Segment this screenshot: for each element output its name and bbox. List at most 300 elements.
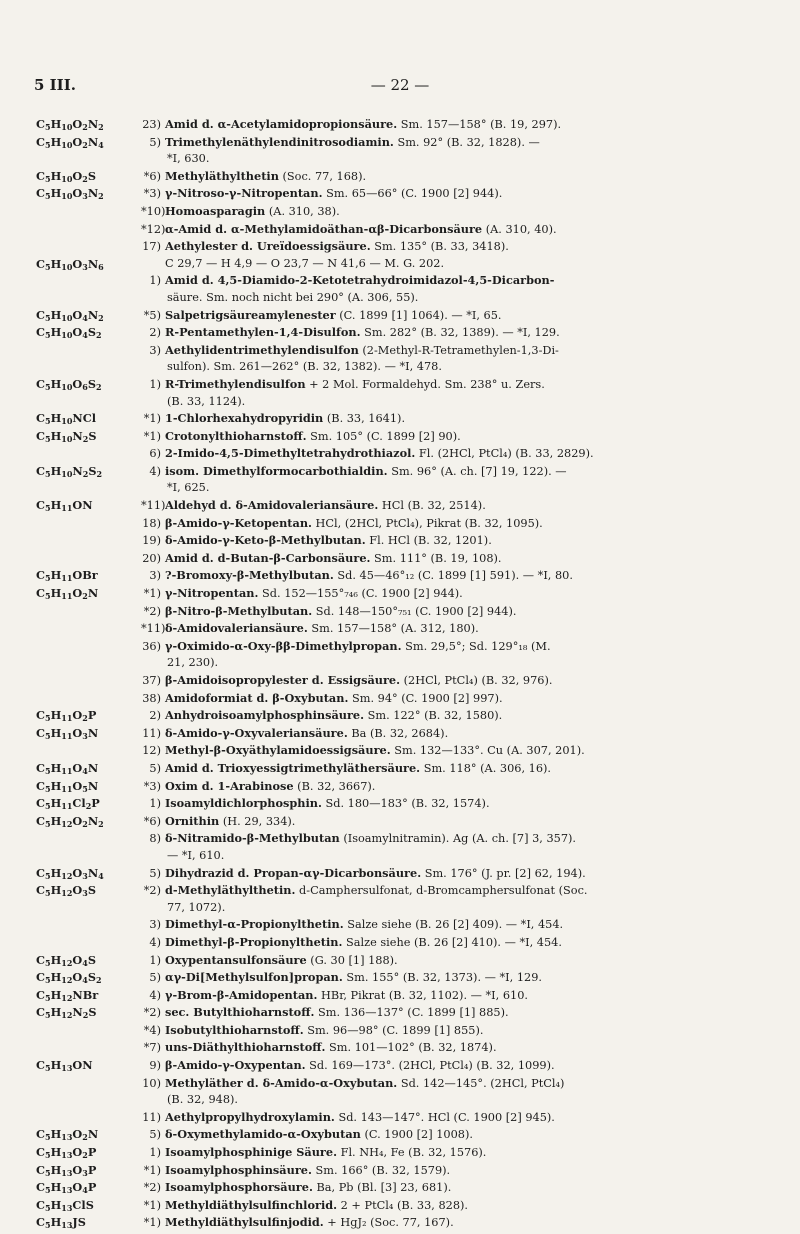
compound-properties: C 29,7 — H 4,9 — O 23,7 — N 41,6 — M. G. 202. bbox=[165, 256, 445, 270]
compound-properties: (G. 30 [1] 188). bbox=[306, 953, 398, 967]
compound-name: αγ-Di[Methylsulfon]propan. bbox=[165, 970, 343, 985]
entry-description bbox=[141, 445, 788, 463]
compound-name: Salpetrigsäureamylenester bbox=[165, 307, 336, 322]
entry-description bbox=[141, 307, 788, 325]
register-entry bbox=[36, 1197, 788, 1215]
entry-number: 8) bbox=[149, 832, 161, 846]
compound-name: ?-Bromoxy-β-Methylbutan. bbox=[165, 568, 334, 583]
molecular-formula: $C_5H_{10}O_2S$ bbox=[36, 168, 96, 184]
compound-name: Amid d. d-Butan-β-Carbonsäure. bbox=[165, 550, 371, 565]
register-entry bbox=[36, 567, 788, 585]
entry-description bbox=[141, 1022, 788, 1040]
entry-number: 6) bbox=[149, 447, 161, 461]
molecular-formula: $C_5H_{12}N_2S$ bbox=[36, 1005, 97, 1021]
compound-properties: 2 + PtCl₄ (B. 33, 828). bbox=[337, 1198, 469, 1212]
register-entry bbox=[36, 1004, 788, 1022]
entry-number: 37) bbox=[142, 674, 161, 687]
compound-properties: HBr, Pikrat (B. 32, 1102). — *I, 610. bbox=[317, 988, 528, 1002]
entry-number: 12) bbox=[142, 744, 161, 758]
molecular-formula: $C_5H_{13}O_2P$ bbox=[36, 1145, 97, 1161]
entry-description bbox=[141, 1004, 788, 1022]
entry-description bbox=[141, 238, 788, 256]
entry-number: 11) bbox=[142, 1110, 161, 1124]
molecular-formula: $C_5H_{13}JS$ bbox=[36, 1215, 86, 1231]
compound-properties: Sd. 180—183° (B. 32, 1574). bbox=[321, 797, 490, 811]
register-entry bbox=[36, 952, 788, 970]
molecular-formula: $C_5H_{10}O_2N_2$ bbox=[36, 117, 104, 132]
register-entry bbox=[36, 672, 788, 690]
entry-description bbox=[141, 324, 788, 342]
entry-number: 1) bbox=[149, 1146, 161, 1160]
compound-name: 1-Chlorhexahydropyridin bbox=[165, 411, 324, 426]
compound-properties: + HgJ₂ (Soc. 77, 167). bbox=[323, 1216, 454, 1230]
compound-properties: Sm. 101—102° (B. 32, 1874). bbox=[325, 1041, 497, 1055]
molecular-formula: $C_5H_{10}O_4N_2$ bbox=[36, 307, 104, 323]
compound-name: Aethylpropylhydroxylamin. bbox=[165, 1109, 335, 1124]
entry-number: 4) bbox=[149, 935, 161, 949]
entry-description bbox=[141, 532, 788, 550]
molecular-formula: $C_5H_{10}O_4S_2$ bbox=[36, 325, 102, 341]
compound-properties: Sm. 166° (B. 32, 1579). bbox=[311, 1163, 451, 1177]
compound-name: β-Nitro-β-Methylbutan. bbox=[165, 603, 313, 618]
molecular-formula: $C_5H_{11}O_2P$ bbox=[36, 708, 97, 724]
compound-properties: Sm. 135° (B. 33, 3418). bbox=[370, 240, 509, 254]
compound-properties: Sm. 132—133°. Cu (A. 307, 201). bbox=[390, 744, 585, 758]
register-entry bbox=[36, 1179, 788, 1197]
register-entry bbox=[36, 620, 788, 638]
compound-name: Dihydrazid d. Propan-αγ-Dicarbonsäure. bbox=[165, 865, 422, 880]
entry-description bbox=[141, 256, 788, 273]
entry-number: *5) bbox=[143, 308, 161, 322]
entry-number: *7) bbox=[143, 1041, 161, 1055]
molecular-formula: $C_5H_{11}OBr$ bbox=[36, 568, 98, 584]
compound-properties: Fl. NH₄, Fe (B. 32, 1576). bbox=[337, 1146, 487, 1160]
compound-name: Ornithin bbox=[165, 813, 220, 828]
compound-properties: (B. 32, 3667). bbox=[293, 779, 376, 793]
register-entry bbox=[36, 778, 788, 796]
continuation-line: *I, 625. bbox=[167, 481, 210, 495]
entry-description bbox=[141, 672, 788, 690]
continuation-line: *I, 630. bbox=[167, 152, 210, 166]
entry-description bbox=[141, 1214, 788, 1232]
entry-number: 5) bbox=[149, 971, 161, 985]
register-entry bbox=[36, 428, 788, 446]
compound-name: Isoamylphosphorsäure. bbox=[165, 1180, 313, 1195]
molecular-formula: $C_5H_{11}O_5N$ bbox=[36, 778, 99, 794]
register-entry bbox=[36, 1162, 788, 1180]
entry-number: *1) bbox=[143, 429, 161, 443]
compound-name: R-Pentamethylen-1,4-Disulfon. bbox=[165, 325, 361, 340]
register-entry bbox=[36, 882, 788, 916]
register-entry bbox=[36, 1075, 788, 1109]
register-entry bbox=[36, 532, 788, 550]
compound-properties: Salze siehe (B. 26 [2] 410). — *I, 454. bbox=[342, 935, 562, 949]
compound-name: d-Methyläthylthetin. bbox=[165, 883, 296, 898]
compound-properties: Sd. 142—145°. (2HCl, PtCl₄) bbox=[397, 1076, 565, 1090]
entry-description bbox=[141, 1126, 788, 1144]
entry-number: 3) bbox=[149, 569, 161, 583]
compound-name: Dimethyl-β-Propionylthetin. bbox=[165, 934, 343, 949]
compound-name: Aethylester d. Ureïdoessigsäure. bbox=[165, 239, 371, 254]
entry-number: *1) bbox=[143, 1163, 161, 1177]
molecular-formula: $C_5H_{10}O_3N_2$ bbox=[36, 186, 104, 202]
register-entry bbox=[36, 916, 788, 934]
compound-name: β-Amido-γ-Oxypentan. bbox=[165, 1058, 306, 1073]
compound-name: Amid d. Trioxyessigtrimethyläthersäure. bbox=[165, 760, 421, 775]
entry-number: *1) bbox=[143, 1198, 161, 1212]
molecular-formula: $C_5H_{10}N_2S_2$ bbox=[36, 463, 103, 479]
register-entry bbox=[36, 116, 788, 134]
continuation-line: (B. 33, 1124). bbox=[167, 394, 246, 408]
formula-register bbox=[36, 116, 788, 1232]
continuation-line: — *I, 610. bbox=[167, 848, 225, 862]
molecular-formula: $C_5H_{12}O_4S$ bbox=[36, 952, 96, 968]
register-entry bbox=[36, 865, 788, 883]
entry-description bbox=[141, 428, 788, 446]
entry-description bbox=[141, 272, 788, 306]
register-entry bbox=[36, 1022, 788, 1040]
entry-description bbox=[141, 168, 788, 186]
register-entry bbox=[36, 813, 788, 831]
entry-number: 1) bbox=[149, 274, 161, 288]
entry-number: *11) bbox=[141, 499, 166, 513]
register-entry bbox=[36, 690, 788, 708]
entry-number: *10) bbox=[141, 204, 166, 218]
entry-description bbox=[141, 463, 788, 497]
entry-description bbox=[141, 707, 788, 725]
entry-number: *2) bbox=[143, 1181, 161, 1195]
compound-name: Isoamylphosphinige Säure. bbox=[165, 1145, 338, 1160]
compound-name: Methyldiäthylsulfinchlorid. bbox=[165, 1197, 338, 1212]
entry-number: *3) bbox=[143, 187, 161, 201]
register-entry bbox=[36, 795, 788, 813]
continuation-line: säure. Sm. noch nicht bei 290° (A. 306, 55). bbox=[167, 290, 419, 304]
compound-name: γ-Nitropentan. bbox=[165, 586, 259, 601]
entry-description bbox=[141, 1109, 788, 1127]
entry-number: *2) bbox=[143, 884, 161, 898]
entry-number: 1) bbox=[149, 377, 161, 391]
register-entry bbox=[36, 1039, 788, 1057]
entry-number: *1) bbox=[143, 1216, 161, 1230]
entry-description bbox=[141, 134, 788, 168]
compound-properties: Sd. 152—155°₇₄₆ (C. 1900 [2] 944). bbox=[258, 587, 463, 601]
compound-properties: Sm. 65—66° (C. 1900 [2] 944). bbox=[322, 187, 503, 201]
entry-description bbox=[141, 760, 788, 778]
compound-name: γ-Nitroso-γ-Nitropentan. bbox=[165, 186, 323, 201]
compound-properties: (Isoamylnitramin). Ag (A. ch. [7] 3, 357). bbox=[339, 832, 577, 846]
entry-description bbox=[141, 795, 788, 813]
entry-number: 1) bbox=[149, 797, 161, 811]
entry-number: 9) bbox=[149, 1059, 161, 1073]
entry-description bbox=[141, 1144, 788, 1162]
register-entry bbox=[36, 515, 788, 533]
register-entry bbox=[36, 307, 788, 325]
molecular-formula: $C_5H_{10}O_6S_2$ bbox=[36, 376, 102, 392]
entry-description bbox=[141, 865, 788, 883]
entry-description bbox=[141, 410, 788, 428]
entry-number: 20) bbox=[142, 551, 161, 565]
molecular-formula: $C_5H_{11}O_3N$ bbox=[36, 725, 99, 741]
entry-description bbox=[141, 778, 788, 796]
molecular-formula: $C_5H_{12}O_3N_4$ bbox=[36, 865, 104, 881]
compound-name: δ-Amidovaleriansäure. bbox=[165, 621, 308, 636]
compound-properties: HCl, (2HCl, PtCl₄), Pikrat (B. 32, 1095). bbox=[311, 516, 543, 530]
compound-properties: Sd. 45—46°₁₂ (C. 1899 [1] 591). — *I, 80. bbox=[333, 569, 573, 583]
compound-properties: Salze siehe (B. 26 [2] 409). — *I, 454. bbox=[343, 918, 564, 932]
compound-name: Trimethylenäthylendinitrosodiamin. bbox=[165, 134, 394, 149]
compound-properties: Sm. 29,5°; Sd. 129°₁₈ (M. bbox=[401, 639, 551, 653]
compound-properties: Sm. 122° (B. 32, 1580). bbox=[364, 709, 503, 723]
molecular-formula: $C_5H_{10}O_2N_4$ bbox=[36, 134, 104, 150]
compound-name: α-Amid d. α-Methylamidoäthan-αβ-Dicarbonsäure bbox=[165, 221, 483, 236]
entry-number: *1) bbox=[143, 587, 161, 601]
entry-number: *1) bbox=[143, 412, 161, 426]
compound-properties: Sd. 148—150°₇₅₁ (C. 1900 [2] 944). bbox=[312, 604, 517, 618]
compound-name: β-Amidoisopropylester d. Essigsäure. bbox=[165, 673, 401, 687]
entry-number: *2) bbox=[143, 604, 161, 618]
molecular-formula: $C_5H_{13}ON$ bbox=[36, 1058, 93, 1074]
compound-properties: Sm. 94° (C. 1900 [2] 997). bbox=[348, 691, 503, 705]
entry-description bbox=[141, 342, 788, 376]
register-entry bbox=[36, 256, 788, 273]
molecular-formula: $C_5H_{13}ClS$ bbox=[36, 1197, 94, 1213]
compound-properties: (A. 310, 40). bbox=[482, 222, 557, 236]
register-entry bbox=[36, 134, 788, 168]
molecular-formula: $C_5H_{12}O_2N_2$ bbox=[36, 813, 104, 829]
compound-properties: Sm. 157—158° (B. 19, 297). bbox=[397, 118, 562, 131]
compound-name: Aethylidentrimethylendisulfon bbox=[165, 342, 359, 357]
compound-name: Anhydroisoamylphosphinsäure. bbox=[165, 708, 365, 723]
entry-description bbox=[141, 987, 788, 1005]
compound-properties: + 2 Mol. Formaldehyd. Sm. 238° u. Zers. bbox=[305, 377, 545, 391]
compound-name: Crotonylthioharnstoff. bbox=[165, 428, 307, 443]
compound-name: R-Trimethylendisulfon bbox=[165, 376, 306, 391]
compound-name: Isoamyldichlorphosphin. bbox=[165, 796, 322, 811]
compound-properties: Fl. HCl (B. 32, 1201). bbox=[365, 534, 492, 548]
entry-number: *4) bbox=[143, 1023, 161, 1037]
continuation-line: (B. 32, 948). bbox=[167, 1093, 239, 1107]
continuation-line: 77, 1072). bbox=[167, 900, 226, 914]
entry-description bbox=[141, 550, 788, 568]
compound-properties: Fl. (2HCl, PtCl₄) (B. 33, 2829). bbox=[415, 447, 594, 461]
register-entry bbox=[36, 342, 788, 376]
entry-number: *6) bbox=[143, 169, 161, 183]
entry-description bbox=[141, 969, 788, 987]
entry-number: 3) bbox=[149, 918, 161, 932]
register-entry bbox=[36, 1214, 788, 1232]
compound-properties: (C. 1899 [1] 1064). — *I, 65. bbox=[335, 308, 502, 322]
compound-name: β-Amido-γ-Ketopentan. bbox=[165, 515, 312, 530]
entry-number: 2) bbox=[149, 326, 161, 340]
compound-name: uns-Diäthylthioharnstoff. bbox=[165, 1040, 326, 1055]
compound-properties: (2HCl, PtCl₄) (B. 32, 976). bbox=[400, 674, 553, 687]
entry-number: *11) bbox=[141, 622, 166, 636]
compound-name: Homoasparagin bbox=[165, 203, 266, 218]
register-entry bbox=[36, 168, 788, 186]
entry-number: 1) bbox=[149, 953, 161, 967]
entry-description bbox=[141, 830, 788, 864]
register-entry bbox=[36, 987, 788, 1005]
register-entry bbox=[36, 585, 788, 603]
entry-number: 5) bbox=[149, 761, 161, 775]
compound-properties: (H. 29, 334). bbox=[219, 814, 296, 828]
entry-description bbox=[141, 916, 788, 934]
molecular-formula: $C_5H_{10}O_3N_6$ bbox=[36, 256, 104, 272]
entry-description bbox=[141, 620, 788, 638]
molecular-formula: $C_5H_{10}N_2S$ bbox=[36, 428, 97, 444]
compound-properties: Sm. 155° (B. 32, 1373). — *I, 129. bbox=[342, 971, 542, 985]
compound-name: isom. Dimethylformocarbothialdin. bbox=[165, 463, 388, 478]
compound-properties: Sm. 157—158° (A. 312, 180). bbox=[307, 622, 479, 636]
compound-name: δ-Amido-γ-Oxyvaleriansäure. bbox=[165, 725, 348, 740]
compound-name: Dimethyl-α-Propionylthetin. bbox=[165, 917, 344, 932]
entry-number: 5) bbox=[149, 135, 161, 149]
compound-properties: Sm. 96—98° (C. 1899 [1] 855). bbox=[303, 1023, 484, 1037]
compound-name: Isobutylthioharnstoff. bbox=[165, 1022, 304, 1037]
compound-name: γ-Oximido-α-Oxy-ββ-Dimethylpropan. bbox=[165, 638, 402, 653]
entry-number: *6) bbox=[143, 814, 161, 828]
compound-properties: Sm. 282° (B. 32, 1389). — *I, 129. bbox=[360, 326, 560, 340]
register-entry bbox=[36, 725, 788, 743]
compound-name: 2-Imido-4,5-Dimethyltetrahydrothiazol. bbox=[165, 446, 416, 461]
entry-description bbox=[141, 638, 788, 672]
register-entry bbox=[36, 969, 788, 987]
entry-number: 19) bbox=[142, 534, 161, 548]
entry-description bbox=[141, 1162, 788, 1180]
compound-properties: Sm. 96° (A. ch. [7] 19, 122). — bbox=[387, 464, 567, 478]
molecular-formula: $C_5H_{12}O_4S_2$ bbox=[36, 970, 102, 986]
compound-properties: Sm. 136—137° (C. 1899 [1] 885). bbox=[314, 1006, 509, 1020]
molecular-formula: $C_5H_{11}ON$ bbox=[36, 498, 93, 514]
page-number: — 22 — bbox=[370, 76, 430, 94]
compound-name: δ-Nitramido-β-Methylbutan bbox=[165, 831, 340, 846]
entry-number: 4) bbox=[149, 988, 161, 1002]
entry-description bbox=[141, 567, 788, 585]
compound-name: Aldehyd d. δ-Amidovaleriansäure. bbox=[165, 498, 379, 513]
register-entry bbox=[36, 742, 788, 760]
register-entry bbox=[36, 1057, 788, 1075]
register-entry bbox=[36, 603, 788, 621]
compound-name: Amid d. α-Acetylamidopropionsäure. bbox=[165, 117, 398, 131]
compound-properties: Sm. 92° (B. 32, 1828). — bbox=[393, 135, 540, 149]
entry-number: *3) bbox=[143, 779, 161, 793]
entry-description bbox=[141, 934, 788, 952]
register-entry bbox=[36, 830, 788, 864]
entry-number: 5) bbox=[149, 866, 161, 880]
molecular-formula: $C_5H_{11}O_2N$ bbox=[36, 586, 99, 602]
register-entry bbox=[36, 272, 788, 306]
compound-properties: (Soc. 77, 168). bbox=[278, 169, 367, 183]
compound-name: Amid d. 4,5-Diamido-2-Ketotetrahydroimidazol-4,5-Dicarbon- bbox=[165, 273, 555, 288]
compound-properties: Sm. 111° (B. 19, 108). bbox=[370, 551, 502, 565]
compound-name: Methyläther d. δ-Amido-α-Oxybutan. bbox=[165, 1075, 398, 1090]
register-entry bbox=[36, 934, 788, 952]
entry-number: 36) bbox=[142, 639, 161, 653]
compound-properties: HCl (B. 32, 2514). bbox=[378, 499, 486, 513]
compound-properties: (C. 1900 [2] 1008). bbox=[360, 1128, 473, 1142]
register-entry bbox=[36, 376, 788, 410]
entry-description bbox=[141, 376, 788, 410]
register-entry bbox=[36, 1126, 788, 1144]
entry-description bbox=[141, 1197, 788, 1215]
entry-number: 5) bbox=[149, 1128, 161, 1142]
compound-name: Methyl-β-Oxyäthylamidoessigsäure. bbox=[165, 743, 391, 758]
entry-description bbox=[141, 603, 788, 621]
register-entry bbox=[36, 1109, 788, 1127]
entry-description bbox=[141, 1075, 788, 1109]
entry-number: 2) bbox=[149, 709, 161, 723]
entry-number: 38) bbox=[142, 691, 161, 705]
entry-description bbox=[141, 221, 788, 239]
entry-number: *12) bbox=[141, 222, 166, 236]
register-entry bbox=[36, 324, 788, 342]
register-entry bbox=[36, 185, 788, 203]
compound-name: sec. Butylthioharnstoff. bbox=[165, 1005, 315, 1020]
compound-name: Isoamylphosphinsäure. bbox=[165, 1162, 312, 1177]
molecular-formula: $C_5H_{13}O_2N$ bbox=[36, 1127, 99, 1143]
register-entry bbox=[36, 760, 788, 778]
molecular-formula: $C_5H_{11}O_4N$ bbox=[36, 760, 99, 776]
compound-name: Methyläthylthetin bbox=[165, 168, 279, 183]
entry-description bbox=[141, 725, 788, 743]
entry-description bbox=[141, 185, 788, 203]
entry-description bbox=[141, 515, 788, 533]
entry-description bbox=[141, 882, 788, 916]
register-entry bbox=[36, 707, 788, 725]
register-entry bbox=[36, 221, 788, 239]
entry-description bbox=[141, 1039, 788, 1057]
register-entry bbox=[36, 203, 788, 221]
register-entry bbox=[36, 445, 788, 463]
molecular-formula: $C_5H_{12}NBr$ bbox=[36, 987, 99, 1003]
register-entry bbox=[36, 238, 788, 256]
entry-number: *2) bbox=[143, 1006, 161, 1020]
entry-description bbox=[141, 813, 788, 831]
entry-number: 11) bbox=[142, 726, 161, 740]
entry-description bbox=[141, 952, 788, 970]
compound-properties: (A. 310, 38). bbox=[265, 204, 340, 218]
register-entry bbox=[36, 463, 788, 497]
register-entry bbox=[36, 410, 788, 428]
molecular-formula: $C_5H_{10}NCl$ bbox=[36, 411, 97, 427]
compound-properties: Sm. 105° (C. 1899 [2] 90). bbox=[306, 429, 461, 443]
entry-description bbox=[141, 203, 788, 221]
compound-properties: Sd. 169—173°. (2HCl, PtCl₄) (B. 32, 1099). bbox=[305, 1059, 555, 1073]
entry-number: 17) bbox=[142, 240, 161, 254]
entry-number: 3) bbox=[149, 343, 161, 357]
molecular-formula: $C_5H_{13}O_3P$ bbox=[36, 1162, 97, 1178]
register-entry bbox=[36, 550, 788, 568]
entry-description bbox=[141, 1179, 788, 1197]
entry-number: 23) bbox=[142, 118, 161, 131]
entry-description bbox=[141, 690, 788, 708]
entry-description bbox=[141, 742, 788, 760]
entry-description bbox=[141, 1057, 788, 1075]
register-entry bbox=[36, 497, 788, 515]
compound-name: δ-Amido-γ-Keto-β-Methylbutan. bbox=[165, 533, 366, 548]
molecular-formula: $C_5H_{12}O_3S$ bbox=[36, 883, 96, 899]
entry-number: 10) bbox=[142, 1076, 161, 1090]
compound-properties: (B. 33, 1641). bbox=[323, 412, 406, 426]
compound-name: Oxim d. 1-Arabinose bbox=[165, 778, 294, 793]
molecular-formula: $C_5H_{13}O_4P$ bbox=[36, 1180, 97, 1196]
molecular-formula: $C_5H_{11}Cl_2P$ bbox=[36, 796, 100, 812]
entry-description bbox=[141, 585, 788, 603]
entry-description bbox=[141, 116, 788, 134]
continuation-line: sulfon). Sm. 261—262° (B. 32, 1382). — *I, 478. bbox=[167, 360, 442, 374]
register-entry bbox=[36, 638, 788, 672]
section-label: 5 III. bbox=[34, 76, 76, 94]
